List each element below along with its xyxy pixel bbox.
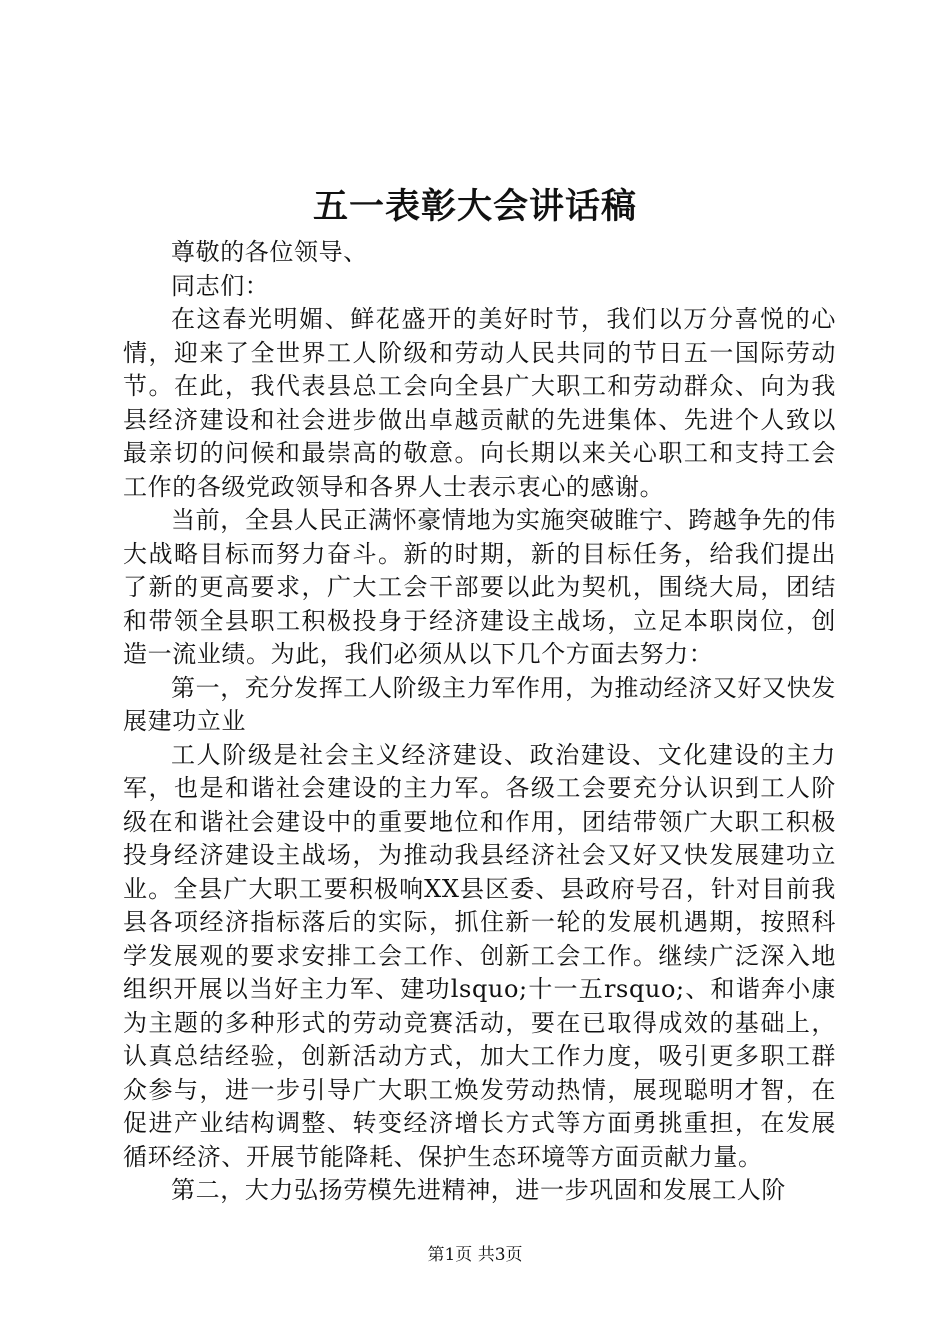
paragraph-current-situation: 当前，全县人民正满怀豪情地为实施突破睢宁、跨越争先的伟大战略目标而努力奋斗。新的时期，新的目标任务，给我们提出了新的更高要求，广大工会干部要以此为契机，围绕大局，团结和带领全县职工积极投身于经济建设主战场，立足本职岗位，创造一流业绩。为此，我们必须从以下几个方面去努力： bbox=[123, 506, 836, 668]
section-heading-second: 第二，大力弘扬劳模先进精神，进一步巩固和发展工人阶 bbox=[171, 1176, 786, 1204]
paragraph-opening: 在这春光明媚、鲜花盛开的美好时节，我们以万分喜悦的心情，迎来了全世界工人阶级和劳动人民共同的节日五一国际劳动节。在此，我代表县总工会向全县广大职工和劳动群众、向为我县经济建设和社会进步做出卓越贡献的先进集体、先进个人致以最亲切的问候和最崇高的敬意。向长期以来关心职工和支持工会工作的各级党政领导和各界人士表示衷心的感谢。 bbox=[123, 305, 836, 501]
document-title: 五一表彰大会讲话稿 bbox=[312, 186, 637, 227]
document-body bbox=[123, 236, 836, 1208]
section-heading-first: 第一，充分发挥工人阶级主力军作用，为推动经济又好又快发展建功立业 bbox=[123, 673, 836, 735]
salutation-line-1: 尊敬的各位领导、 bbox=[171, 238, 368, 266]
salutation-line-2: 同志们： bbox=[171, 271, 270, 300]
page-footer: 第1页 共3页 bbox=[427, 1245, 523, 1265]
paragraph-first-section: 工人阶级是社会主义经济建设、政治建设、文化建设的主力军，也是和谐社会建设的主力军。各级工会要充分认识到工人阶级在和谐社会建设中的重要地位和作用，团结带领广大职工积极投身经济建设主战场，为推动我县经济社会又好又快发展建功立业。全县广大职工要积极响XX县区委、县政府号召，针对目前我县各项经济指标落后的实际，抓住新一轮的发展机遇期，按照科学发展观的要求安排工会工作、创新工会工作。继续广泛深入地组织开展以当好主力军、建功lsquo;十一五rsquo;、和谐奔小康为主题的多种形式的劳动竞赛活动，要在已取得成效的基础上，认真总结经验，创新活动方式，加大工作力度，吸引更多职工群众参与，进一步引导广大职工焕发劳动热情，展现聪明才智，在促进产业结构调整、转变经济增长方式等方面勇挑重担，在发展循环经济、开展节能降耗、保护生态环境等方面贡献力量。 bbox=[123, 740, 836, 1171]
